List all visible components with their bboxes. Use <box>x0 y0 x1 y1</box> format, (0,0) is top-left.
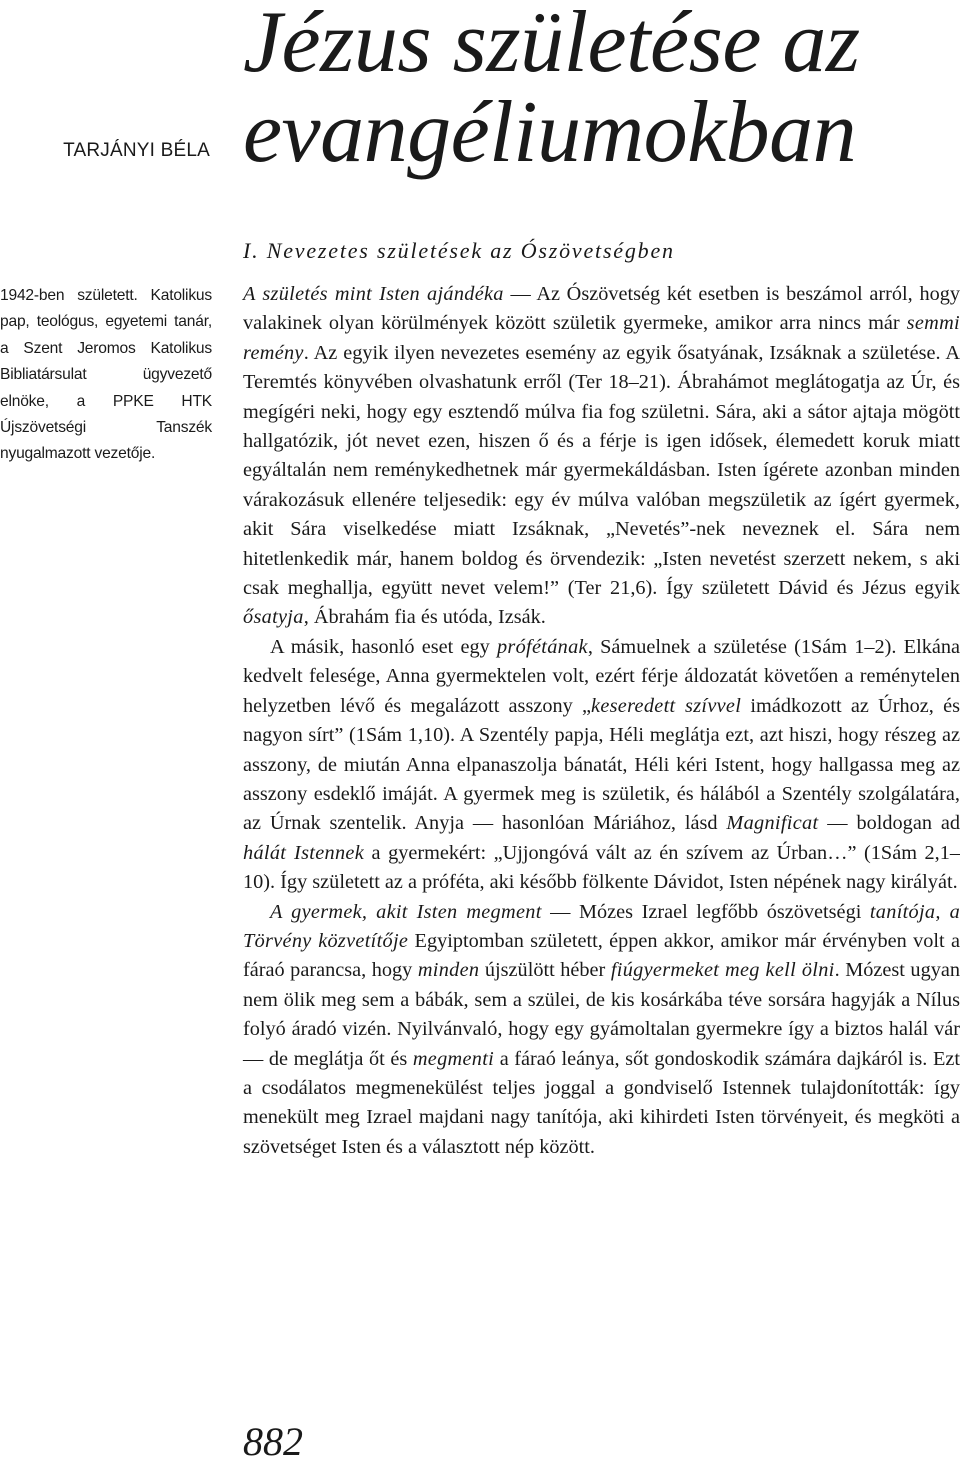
paragraph-samuel: A másik, hasonló eset egy prófétának, Sámuelnek a születése (1Sám 1–2). Elkána kedvelt felesége, Anna gyermektelen volt, ezért férje áldozatát követően a reménytelen helyzetben lévő és megalázott asszony „keseredett szívvel imádkozott az Úrhoz, és nagyon sírt” (1Sám 1,10). A Szentély papja, Héli meglátja ezt, azt hiszi, hogy részeg az asszony, de miután Anna elpanaszolja bánatát, Héli kéri Istent, hogy hallgassa meg az asszony esdeklő imáját. A gyermek meg is születik, és hálából a Szentély szolgálatára, az Úrnak szentelik. Anyja — hasonlóan Máriához, lásd Magnificat — boldogan ad hálát Istennek a gyermekért: „Ujjongóvá vált az én szívem az Úrban…” (1Sám 2,1–10). Így született az a próféta, aki később fölkente Dávidot, Isten népének nagy királyát. <box>243 635 960 894</box>
paragraph-lead: A gyermek, akit Isten megment <box>270 900 542 923</box>
article-body <box>243 280 960 1162</box>
page-number: 882 <box>243 1419 303 1464</box>
author-bio: 1942-ben született. Katolikus pap, teológus, egyetemi tanár, a Szent Jeromos Katolikus Bibliatársulat ügyvezető elnöke, a PPKE HTK Újszövetségi Tanszék nyugalmazott vezetője. <box>0 287 212 463</box>
paragraph-moses: A gyermek, akit Isten megment — Mózes Izrael legfőbb ószövetségi tanítója, a Törvény közvetítője Egyiptomban született, éppen akkor, amikor már érvényben volt a fáraó parancsa, hogy minden újszülött héber fiúgyermeket meg kell ölni. Mózest ugyan nem ölik meg sem a bábák, sem a szülei, de kis kosárkába téve sorsára hagyják a Nílus folyó áradó vizén. Nyilvánvaló, hogy egy gyámoltalan gyermekre így a biztos halál vár — de meglátja őt és megmenti a fáraó leánya, sőt gondoskodik számára dajkáról is. Ezt a csodálatos megmenekülést teljes joggal a gondviselő Istennek tulajdonították: így menekült meg Izrael majdani nagy tanítója, aki kihirdeti Isten törvényeit, és megköti a szövetséget Isten és a választott nép között. <box>243 900 960 1158</box>
section-heading: I. Nevezetes születések az Ószövetségben <box>243 238 675 263</box>
article-title <box>243 0 860 181</box>
paragraph-lead: A születés mint Isten ajándéka <box>243 283 504 305</box>
title-line-2: evangéliumokban <box>243 84 857 181</box>
paragraph-isaac: A születés mint Isten ajándéka — Az Ószövetség két esetben is beszámol arról, hogy valakinek olyan körülmények között születik gyermeke, amikor arra nincs már semmi remény. Az egyik ilyen nevezetes esemény az egyik ősatyának, Izsáknak a születése. A Teremtés könyvében olvashatunk erről (Ter 18–21). Ábrahámot meglátogatja az Úr, és megígéri neki, hogy egy esztendő múlva fia fog születni. Sára, aki a sátor ajtaja mögött hallgatózik, jót nevet ezen, hiszen ő és a férje is igen idősek, élemedett koruk miatt egyáltalán nem reménykedhetnek már gyermekáldásban. Isten ígérete azonban minden várakozásuk ellenére teljesedik: egy év múlva valóban megszületik az ígért gyermek, akit Sára viselkedése miatt Izsáknak, „Nevetés”-nek neveznek el. Sára nem hitetlenkedik már, hanem boldog és örvendezik: „Isten nevetést szerzett nekem, s aki csak meghallja, együtt nevet velem!” (Ter 21,6). Így született Dávid és Jézus egyik ősatyja, Ábrahám fia és utóda, Izsák. <box>243 283 960 629</box>
author-name: TARJÁNYI BÉLA <box>63 140 210 161</box>
title-line-1: Jézus születése az <box>243 0 860 91</box>
